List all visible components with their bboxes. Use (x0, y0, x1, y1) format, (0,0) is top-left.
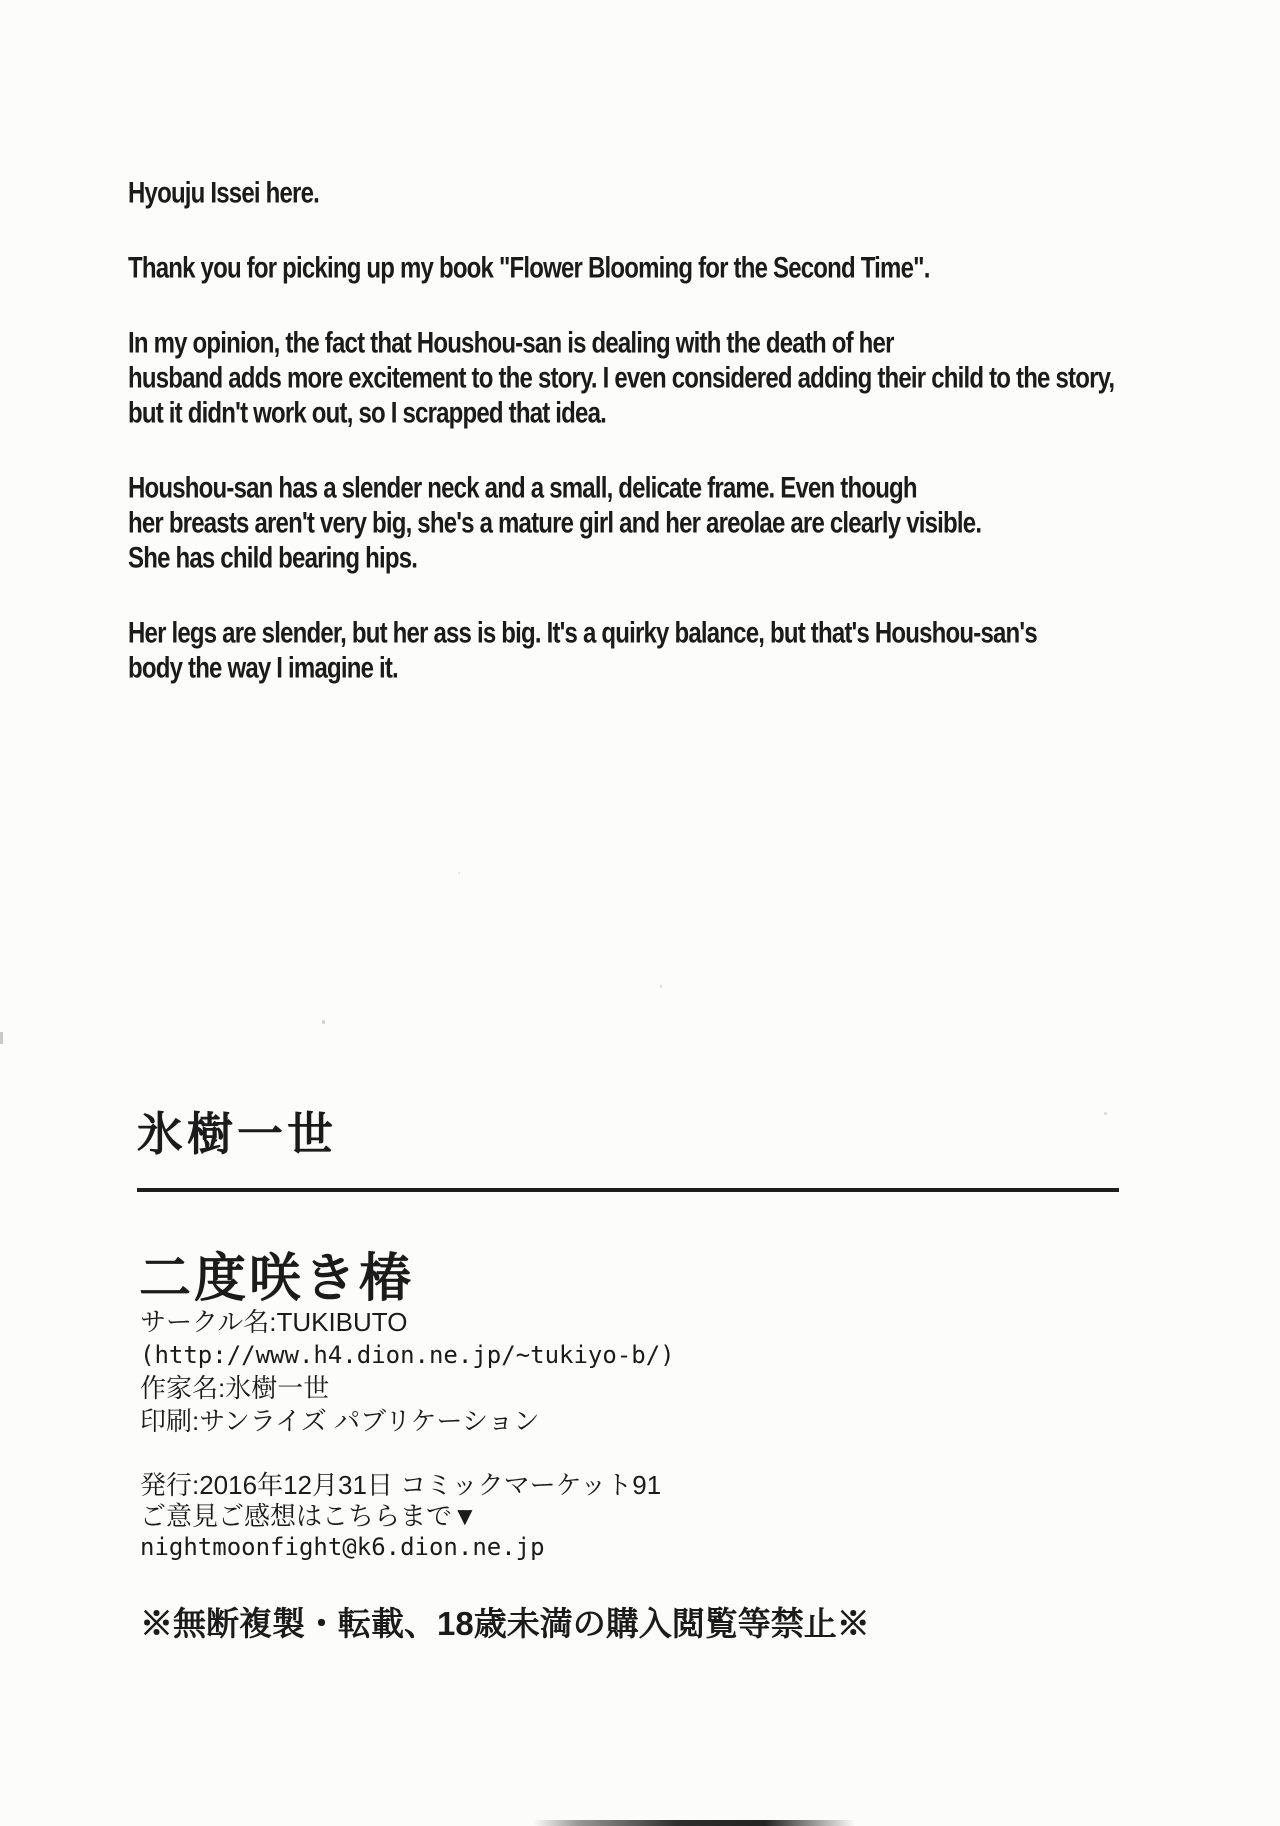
afterword-line: body the way I imagine it. (128, 651, 398, 685)
scan-speck (1104, 1112, 1107, 1115)
scan-edge-artifact (0, 1032, 3, 1044)
circle-url-line: (http://www.h4.dion.ne.jp/~tukiyo-b/) (140, 1341, 675, 1369)
afterword-text (128, 176, 1114, 726)
colophon-publication (140, 1470, 661, 1563)
colophon-credits (140, 1306, 675, 1438)
afterword-paragraph (128, 251, 1114, 286)
feedback-prompt-line: ご意見ご感想はこちらまで▼ (140, 1501, 478, 1531)
scan-artifact-bar (533, 1820, 855, 1826)
contact-email: nightmoonfight@k6.dion.ne.jp (140, 1533, 545, 1561)
afterword-line: Hyouju Issei here. (128, 176, 320, 210)
afterword-line: but it didn't work out, so I scrapped that idea. (128, 396, 606, 430)
author-signature: 氷樹一世 (137, 1108, 337, 1160)
scan-speck (660, 985, 662, 988)
afterword-line: She has child bearing hips. (128, 541, 418, 575)
afterword-line: Thank you for picking up my book "Flower Blooming for the Second Time". (128, 251, 930, 285)
scan-speck (322, 1020, 325, 1024)
afterword-line: her breasts aren't very big, she's a mature girl and her areolae are clearly visible. (128, 506, 982, 540)
afterword-line: Her legs are slender, but her ass is big. It's a quirky balance, but that's Houshou-san's (128, 616, 1037, 650)
doujin-title: 二度咲き椿 (139, 1250, 415, 1308)
afterword-paragraph (128, 176, 1114, 211)
artist-name-line: 作家名:氷樹一世 (140, 1373, 330, 1403)
printer-line: 印刷:サンライズ パブリケーション (140, 1406, 540, 1436)
afterword-paragraph (128, 471, 1114, 576)
afterword-line: In my opinion, the fact that Houshou-san is dealing with the death of her (128, 326, 894, 360)
circle-name-line: サークル名:TUKIBUTO (140, 1307, 408, 1337)
afterword-line: Houshou-san has a slender neck and a small, delicate frame. Even though (128, 471, 917, 505)
signature-rule (137, 1188, 1119, 1192)
publication-date-line: 発行:2016年12月31日 コミックマーケット91 (140, 1470, 662, 1500)
scan-speck (458, 872, 460, 874)
afterword-paragraph (128, 616, 1114, 686)
reproduction-warning: ※無断複製・転載、18歳未満の購入閲覧等禁止※ (140, 1605, 870, 1642)
afterword-paragraph (128, 326, 1114, 431)
afterword-line: husband adds more excitement to the story. I even considered adding their child to the story, (128, 361, 1115, 395)
